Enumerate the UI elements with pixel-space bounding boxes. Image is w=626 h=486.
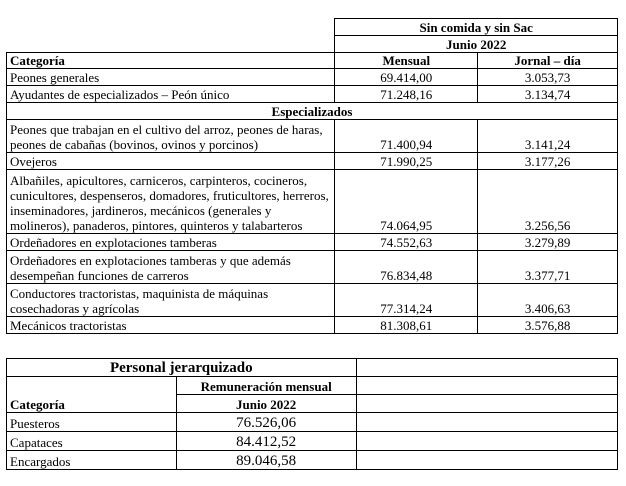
row-value: 76.526,06: [176, 413, 356, 432]
row-category: Puesteros: [7, 413, 177, 432]
col-jornal: Jornal – día: [478, 53, 618, 69]
row-mensual: 74.552,63: [335, 234, 478, 251]
row-category: Peones generales: [7, 69, 335, 86]
row-mensual: 71.400,94: [335, 120, 478, 153]
empty-corner-2: [7, 36, 335, 53]
row-mensual: 76.834,48: [335, 251, 478, 284]
empty-cell: [356, 377, 617, 395]
empty-cell: [356, 395, 617, 413]
empty-corner: [7, 19, 335, 36]
row-jornal: 3.134,74: [478, 86, 618, 103]
row-jornal: 3.053,73: [478, 69, 618, 86]
row-mensual: 77.314,24: [335, 284, 478, 317]
row-jornal: 3.576,88: [478, 317, 618, 334]
empty-cell: [356, 432, 617, 451]
empty-cell: [356, 451, 617, 470]
empty-cell: [7, 377, 177, 395]
row-jornal: 3.406,63: [478, 284, 618, 317]
salary-table-specialized: [6, 18, 618, 334]
row-jornal: 3.177,26: [478, 153, 618, 170]
row-category: Peones que trabajan en el cultivo del arroz, peones de haras, peones de cabañas (bovinos, ovinos y porcinos): [7, 120, 335, 153]
col-categoria: Categoría: [7, 395, 177, 413]
row-jornal: 3.377,71: [478, 251, 618, 284]
header-period: Junio 2022: [335, 36, 618, 53]
row-jornal: 3.141,24: [478, 120, 618, 153]
row-category: Conductores tractoristas, maquinista de máquinas cosechadoras y agrícolas: [7, 284, 335, 317]
row-mensual: 71.248,16: [335, 86, 478, 103]
salary-table-hierarchical: [6, 358, 618, 470]
row-value: 89.046,58: [176, 451, 356, 470]
header-group: Sin comida y sin Sac: [335, 19, 618, 36]
row-category: Ayudantes de especializados – Peón único: [7, 86, 335, 103]
header-remuneracion: Remuneración mensual: [176, 377, 356, 395]
row-category: Mecánicos tractoristas: [7, 317, 335, 334]
row-mensual: 74.064,95: [335, 170, 478, 234]
row-jornal: 3.279,89: [478, 234, 618, 251]
row-mensual: 71.990,25: [335, 153, 478, 170]
section-label: Especializados: [7, 103, 618, 120]
empty-cell: [356, 359, 617, 377]
row-category: Ovejeros: [7, 153, 335, 170]
col-categoria: Categoría: [7, 53, 335, 69]
row-category: Albañiles, apicultores, carniceros, carpinteros, cocineros, cunicultores, despenseros, domadores, fruticultores, herreros, inseminadores, jardineros, mecánicos (generales y molineros), panaderos, pintores, quinteros y talabarteros: [7, 170, 335, 234]
row-category: Ordeñadores en explotaciones tamberas: [7, 234, 335, 251]
row-category: Encargados: [7, 451, 177, 470]
row-category: Capataces: [7, 432, 177, 451]
row-jornal: 3.256,56: [478, 170, 618, 234]
col-period: Junio 2022: [176, 395, 356, 413]
row-mensual: 81.308,61: [335, 317, 478, 334]
row-category: Ordeñadores en explotaciones tamberas y que además desempeñan funciones de carreros: [7, 251, 335, 284]
col-mensual: Mensual: [335, 53, 478, 69]
row-value: 84.412,52: [176, 432, 356, 451]
empty-cell: [356, 413, 617, 432]
table2-title: Personal jerarquizado: [7, 359, 357, 377]
row-mensual: 69.414,00: [335, 69, 478, 86]
